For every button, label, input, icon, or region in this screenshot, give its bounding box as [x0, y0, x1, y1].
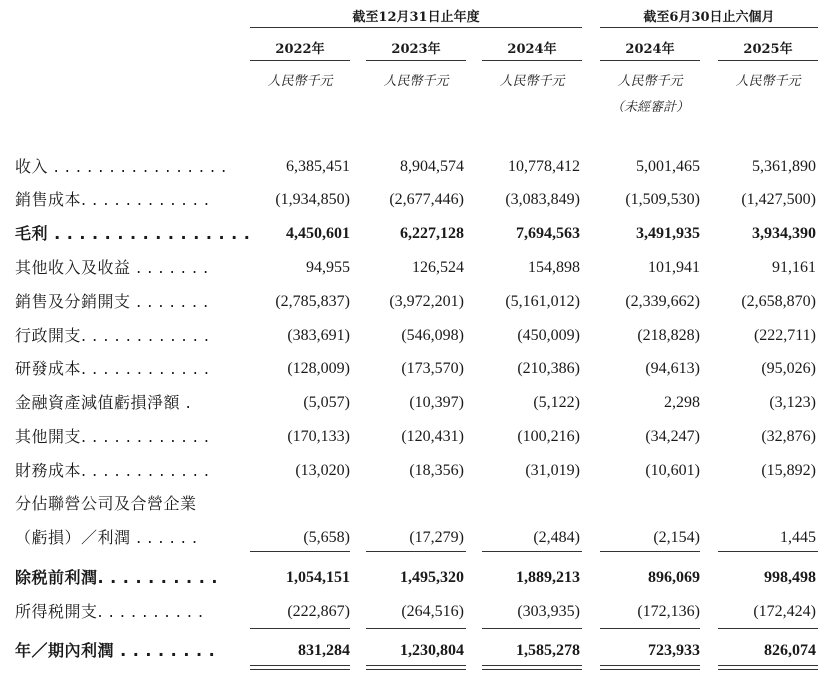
row-value-col-4: (1,427,500) [741, 191, 816, 208]
total-double-rule-b-4 [718, 669, 818, 670]
row-value-col-3: 896,069 [648, 569, 700, 586]
row-value-col-2: (100,216) [517, 428, 580, 445]
row-value-col-3: 101,941 [648, 259, 700, 276]
table-row [0, 561, 830, 595]
table-row [0, 319, 830, 353]
table-row [0, 150, 830, 184]
table-row [0, 352, 830, 386]
row-label: 毛利 . . . . . . . . . . . . . . . . [15, 224, 251, 243]
row-value-col-4: (222,711) [753, 327, 816, 344]
year-rule-4 [718, 60, 818, 61]
row-value-col-0: (13,020) [295, 462, 350, 479]
row-value-col-1: (17,279) [409, 529, 464, 546]
row-label: 銷售及分銷開支 . . . . . . . [15, 292, 209, 311]
row-value-col-2: (31,019) [525, 462, 580, 479]
row-value-col-1: (2,677,446) [389, 191, 464, 208]
row-value-col-2: (210,386) [517, 360, 580, 377]
header-group-annual-rule [250, 27, 582, 28]
row-value-col-4: 3,934,390 [752, 225, 816, 242]
row-value-col-4: (32,876) [761, 428, 816, 445]
unit-label-2: 人民幣千元 [499, 74, 565, 89]
table-row [0, 386, 830, 420]
total-top-rule-1 [366, 628, 466, 629]
table-row [0, 251, 830, 285]
year-header-4: 2025年 [743, 42, 793, 57]
row-value-col-0: 94,955 [306, 259, 350, 276]
row-value-col-1: 1,230,804 [400, 642, 464, 659]
year-header-0: 2022年 [275, 42, 325, 57]
row-value-col-2: 7,694,563 [516, 225, 580, 242]
row-value-col-0: 4,450,601 [286, 225, 350, 242]
row-value-col-3: 3,491,935 [636, 225, 700, 242]
row-value-col-3: (34,247) [645, 428, 700, 445]
row-value-col-3: 723,933 [648, 642, 700, 659]
row-value-col-2: (2,484) [533, 529, 580, 546]
table-row [0, 285, 830, 319]
row-label: 所得税開支. . . . . . . . . . [15, 602, 204, 621]
row-value-col-1: 126,524 [412, 259, 464, 276]
year-rule-2 [482, 60, 582, 61]
total-top-rule-2 [482, 628, 582, 629]
row-value-col-2: 10,778,412 [508, 158, 580, 175]
table-row [0, 521, 830, 555]
row-value-col-2: (3,083,849) [505, 191, 580, 208]
row-value-col-1: (10,397) [409, 394, 464, 411]
row-label: 收入 . . . . . . . . . . . . . . . . [15, 157, 227, 176]
row-value-col-1: (546,098) [401, 327, 464, 344]
row-value-col-1: 6,227,128 [400, 225, 464, 242]
row-value-col-1: (264,516) [401, 603, 464, 620]
table-row [0, 217, 830, 251]
row-value-col-3: (2,339,662) [625, 293, 700, 310]
total-double-rule-a-0 [250, 665, 350, 666]
row-value-col-4: (2,658,870) [741, 293, 816, 310]
unit-label-1: 人民幣千元 [383, 74, 449, 89]
table-row [0, 454, 830, 488]
unit-label-4: 人民幣千元 [735, 74, 801, 89]
row-label: 年／期內利潤 . . . . . . . . [15, 641, 216, 660]
header-group-annual: 截至12月31日止年度 [352, 10, 480, 25]
row-value-col-3: (94,613) [645, 360, 700, 377]
year-rule-0 [250, 60, 350, 61]
header-group-halfyear-rule [600, 27, 818, 28]
row-label: 分佔聯營公司及合營企業 [15, 494, 197, 513]
row-value-col-0: (2,785,837) [275, 293, 350, 310]
subtotal-rule-0 [250, 551, 350, 552]
row-value-col-1: (120,431) [401, 428, 464, 445]
table-row [0, 183, 830, 217]
row-value-col-0: (5,658) [303, 529, 350, 546]
row-value-col-3: (2,154) [653, 529, 700, 546]
total-double-rule-b-3 [600, 669, 700, 670]
row-value-col-0: (222,867) [287, 603, 350, 620]
row-value-col-0: (170,133) [287, 428, 350, 445]
row-label: 行政開支. . . . . . . . . . . . [15, 326, 210, 345]
row-value-col-4: 91,161 [772, 259, 816, 276]
unit-label-3: 人民幣千元 [617, 74, 683, 89]
row-value-col-2: (5,161,012) [505, 293, 580, 310]
row-value-col-4: 5,361,890 [752, 158, 816, 175]
total-top-rule-3 [600, 628, 700, 629]
total-double-rule-b-0 [250, 669, 350, 670]
row-value-col-0: 831,284 [298, 642, 350, 659]
row-value-col-3: 2,298 [664, 394, 700, 411]
row-label: 銷售成本. . . . . . . . . . . . [15, 190, 210, 209]
year-header-1: 2023年 [391, 42, 441, 57]
row-value-col-2: 1,889,213 [516, 569, 580, 586]
unaudited-label: （未經審計） [610, 100, 689, 115]
total-top-rule-4 [718, 628, 818, 629]
total-double-rule-b-2 [482, 669, 582, 670]
row-label: 其他收入及收益 . . . . . . . [15, 258, 209, 277]
row-value-col-0: (383,691) [287, 327, 350, 344]
row-value-col-4: 998,498 [764, 569, 816, 586]
row-label: 其他開支. . . . . . . . . . . . [15, 427, 210, 446]
row-label: 研發成本. . . . . . . . . . . . [15, 359, 210, 378]
row-value-col-3: (10,601) [645, 462, 700, 479]
row-value-col-1: 1,495,320 [400, 569, 464, 586]
row-value-col-4: (3,123) [769, 394, 816, 411]
row-value-col-2: 1,585,278 [516, 642, 580, 659]
row-value-col-1: (3,972,201) [389, 293, 464, 310]
row-value-col-4: (172,424) [753, 603, 816, 620]
table-row [0, 487, 830, 521]
total-double-rule-a-2 [482, 665, 582, 666]
row-label: 財務成本. . . . . . . . . . . . [15, 461, 210, 480]
subtotal-rule-1 [366, 551, 466, 552]
header-group-halfyear: 截至6月30日止六個月 [643, 10, 775, 25]
row-value-col-0: (1,934,850) [275, 191, 350, 208]
row-value-col-1: (173,570) [401, 360, 464, 377]
row-label: 除税前利潤. . . . . . . . . . [15, 568, 218, 587]
row-value-col-3: 5,001,465 [636, 158, 700, 175]
row-value-col-4: (15,892) [761, 462, 816, 479]
year-rule-3 [600, 60, 700, 61]
row-value-col-2: (303,935) [517, 603, 580, 620]
row-value-col-4: 1,445 [780, 529, 816, 546]
row-value-col-1: (18,356) [409, 462, 464, 479]
row-value-col-2: (5,122) [533, 394, 580, 411]
row-label: 金融資產減值虧損淨額 . [15, 393, 192, 412]
row-value-col-0: (5,057) [303, 394, 350, 411]
year-header-3: 2024年 [625, 42, 675, 57]
row-value-col-2: (450,009) [517, 327, 580, 344]
total-double-rule-a-1 [366, 665, 466, 666]
subtotal-rule-3 [600, 551, 700, 552]
row-value-col-3: (172,136) [637, 603, 700, 620]
total-double-rule-a-4 [718, 665, 818, 666]
total-double-rule-a-3 [600, 665, 700, 666]
row-label: （虧損）／利潤 . . . . . . [15, 528, 198, 547]
row-value-col-0: 6,385,451 [286, 158, 350, 175]
row-value-col-4: (95,026) [761, 360, 816, 377]
table-row [0, 420, 830, 454]
row-value-col-2: 154,898 [528, 259, 580, 276]
total-double-rule-b-1 [366, 669, 466, 670]
table-row [0, 634, 830, 668]
year-rule-1 [366, 60, 466, 61]
row-value-col-4: 826,074 [764, 642, 816, 659]
subtotal-rule-2 [482, 551, 582, 552]
row-value-col-1: 8,904,574 [400, 158, 464, 175]
table-row [0, 595, 830, 629]
row-value-col-0: 1,054,151 [286, 569, 350, 586]
subtotal-rule-4 [718, 551, 818, 552]
row-value-col-0: (128,009) [287, 360, 350, 377]
row-value-col-3: (218,828) [637, 327, 700, 344]
unit-label-0: 人民幣千元 [267, 74, 333, 89]
total-top-rule-0 [250, 628, 350, 629]
row-value-col-3: (1,509,530) [625, 191, 700, 208]
year-header-2: 2024年 [507, 42, 557, 57]
